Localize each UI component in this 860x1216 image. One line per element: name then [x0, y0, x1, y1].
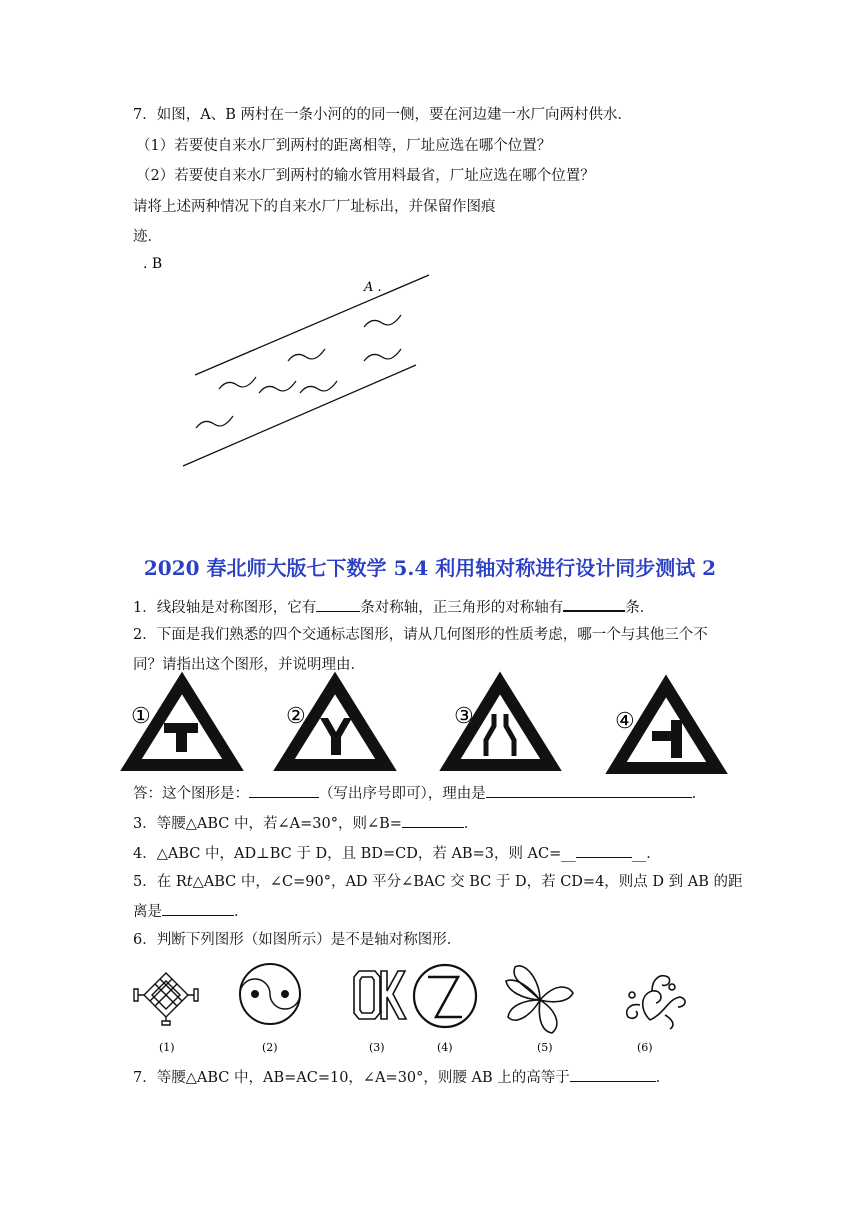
q7-top-part1: （1）若要使自来水厂到两村的距离相等，厂址应选在哪个位置？ [136, 138, 552, 154]
answer-text-b: （写出序号即可），理由是 [319, 786, 486, 802]
figure-6-scroll-ornament [627, 976, 685, 1029]
symmetry-figures [0, 955, 860, 1060]
q7-blank[interactable] [570, 1066, 656, 1082]
question-3 [133, 812, 478, 834]
q5-italic-t: t [186, 874, 193, 890]
question-2-line1: 2．下面是我们熟悉的四个交通标志图形，请从几何图形的性质考虑，哪一个与其他三个不 [133, 627, 708, 643]
figure-2-label: (2) [262, 1041, 278, 1054]
q1-blank-2[interactable] [563, 595, 625, 612]
answer-blank-reason[interactable] [486, 782, 692, 798]
traffic-sign-1 [131, 683, 233, 765]
answer-blank-figure[interactable] [249, 782, 319, 798]
river-waves [196, 315, 401, 428]
figure-2-yin-yang [240, 964, 300, 1024]
q3-blank[interactable] [402, 812, 464, 828]
q1-text-c: 条． [625, 600, 655, 616]
q5-text-b: △ABC 中，∠C=90°，AD 平分∠BAC 交 BC 于 D，若 CD=4，则点 D 到 AB 的距 [192, 874, 743, 890]
q7-top-instruction-cont: 迹． [133, 229, 162, 245]
question-7-bottom [133, 1066, 670, 1088]
q1-text-b: 条对称轴，正三角形的对称轴有 [360, 600, 564, 616]
q3-text-b: ． [463, 816, 479, 832]
answer-text-c: ． [691, 786, 707, 802]
question-2-line2: 同？请指出这个图形，并说明理由． [133, 657, 365, 673]
village-b-label: . B [143, 256, 163, 272]
figure-1-chinese-knot [134, 973, 198, 1025]
village-a-label: A . [364, 280, 382, 295]
traffic-sign-2 [284, 683, 386, 765]
question-4 [133, 842, 661, 864]
traffic-signs [0, 670, 860, 780]
river-bank-lower [183, 365, 416, 466]
question-5-line1 [133, 872, 743, 892]
figure-3-label: (3) [369, 1041, 385, 1054]
figure-6-label: (6) [637, 1041, 653, 1054]
figure-5-label: (5) [537, 1041, 553, 1054]
q5-text-line2a: 离是 [133, 904, 162, 920]
figure-3-ok-letters [354, 971, 406, 1019]
sign-3-number: ③ [454, 704, 474, 729]
figure-4-label: (4) [437, 1041, 453, 1054]
river-bank-upper [195, 275, 429, 375]
traffic-sign-3 [450, 683, 551, 765]
q5-text-a: 5．在 R [133, 874, 187, 890]
q7-top-instruction: 请将上述两种情况下的自来水厂厂址标出，并保留作图痕 [133, 199, 496, 215]
q7-top-stem: 7．如图，A、B 两村在一条小河的的同一侧，要在河边建一水厂向两村供水． [133, 107, 632, 123]
sign-4-number: ④ [615, 709, 635, 734]
q4-blank[interactable] [576, 842, 632, 858]
figure-5-flower [506, 966, 573, 1033]
answer-line [133, 782, 706, 804]
traffic-sign-4 [615, 686, 717, 768]
answer-text-a: 答：这个图形是： [133, 786, 249, 802]
q7-top-part2: （2）若要使自来水厂到两村的输水管用料最省，厂址应选在哪个位置？ [136, 168, 595, 184]
question-6: 6．判断下列图形（如图所示）是不是轴对称图形． [133, 932, 462, 948]
sign-2-number: ② [286, 704, 306, 729]
q7-text-b: ． [655, 1070, 671, 1086]
q1-text-a: 1．线段轴是对称图形，它有 [133, 600, 317, 616]
q4-text-a: 4．△ABC 中，AD⊥BC 于 D，且 BD=CD，若 AB=3，则 AC=__ [133, 846, 576, 862]
page-title: 2020 春北师大版七下数学 5.4 利用轴对称进行设计同步测试 2 [143, 556, 717, 580]
river-figure [0, 0, 860, 520]
question-1 [133, 595, 654, 618]
figure-4-letter-in-circle [414, 965, 476, 1027]
question-5-line2 [133, 900, 249, 922]
q5-blank[interactable] [162, 900, 234, 916]
q7-text-a: 7．等腰△ABC 中，AB=AC=10，∠A=30°，则腰 AB 上的高等于 [133, 1070, 570, 1086]
q5-text-line2b: ． [234, 904, 249, 920]
sign-1-number: ① [131, 704, 151, 729]
q3-text-a: 3．等腰△ABC 中，若∠A=30°，则∠B= [133, 816, 402, 832]
figure-1-label: (1) [159, 1041, 175, 1054]
q1-blank-1[interactable] [316, 596, 360, 612]
q4-text-b: __． [631, 846, 661, 862]
